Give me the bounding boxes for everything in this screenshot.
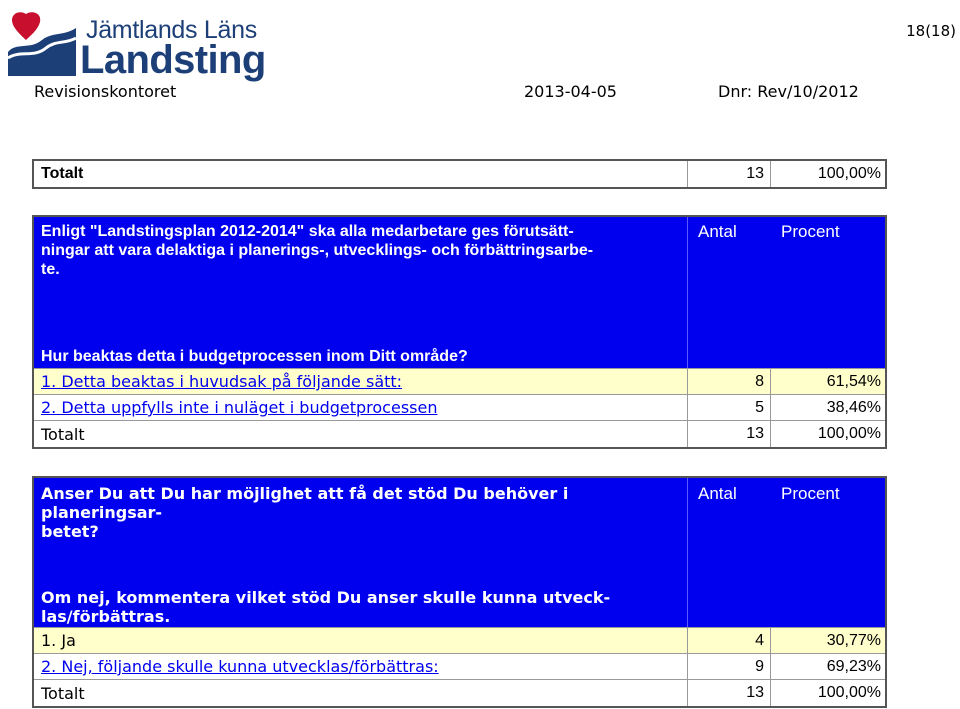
- total-percent: 100,00%: [817, 684, 881, 701]
- document-date: 2013-04-05: [524, 82, 617, 101]
- total-label: Totalt: [41, 683, 85, 703]
- table-row: [34, 395, 885, 421]
- table-previous-total: [32, 159, 887, 189]
- total-label: Totalt: [41, 424, 85, 444]
- document-dnr: Dnr: Rev/10/2012: [718, 82, 859, 101]
- logo-text-line2: Landsting: [80, 38, 266, 82]
- total-count: 13: [746, 425, 764, 442]
- total-row: [34, 161, 885, 187]
- table-planning-participation: [32, 215, 887, 449]
- column-header-percent: Procent: [781, 222, 840, 241]
- office-name: Revisionskontoret: [34, 82, 177, 101]
- total-count: 13: [746, 684, 764, 701]
- row-percent: 38,46%: [826, 398, 881, 416]
- total-row: [34, 680, 885, 706]
- row-count: 8: [755, 372, 764, 390]
- row-label[interactable]: 2. Nej, följande skulle kunna utvecklas/förbättras:: [41, 657, 439, 676]
- subquestion-text: Om nej, kommentera vilket stöd Du anser skulle kunna utveck- las/förbättras.: [41, 588, 611, 626]
- table-row: [34, 654, 885, 680]
- question-header-row: [34, 217, 885, 369]
- total-row: [34, 421, 885, 447]
- question-text: Enligt "Landstingsplan 2012-2014" ska alla medarbetare ges förutsätt- ningar att vara delaktiga i planerings-, utvecklings- och förbättringsarbe- te.: [41, 223, 594, 278]
- page-number: 18(18): [906, 22, 956, 40]
- logo-text-line1: Jämtlands Läns: [86, 16, 257, 44]
- row-count: 5: [755, 398, 764, 416]
- row-percent: 30,77%: [826, 631, 881, 649]
- row-count: 9: [755, 657, 764, 675]
- logo: [6, 6, 266, 82]
- total-count: 13: [746, 165, 764, 182]
- total-percent: 100,00%: [817, 165, 881, 182]
- question-header-row: [34, 478, 885, 628]
- table-row: [34, 628, 885, 654]
- column-header-count: Antal: [698, 484, 737, 503]
- table-planning-support: [32, 476, 887, 708]
- row-percent: 61,54%: [826, 372, 881, 390]
- total-percent: 100,00%: [817, 425, 881, 442]
- question-text: Anser Du att Du har möjlighet att få det stöd Du behöver i planeringsar- betet?: [41, 484, 569, 541]
- row-percent: 69,23%: [826, 657, 881, 675]
- total-label: Totalt: [41, 165, 84, 182]
- row-label[interactable]: 2. Detta uppfylls inte i nuläget i budgetprocessen: [41, 398, 438, 417]
- row-count: 4: [755, 631, 764, 649]
- column-header-percent: Procent: [781, 484, 840, 503]
- table-row: [34, 369, 885, 395]
- row-label[interactable]: 1. Detta beaktas i huvudsak på följande sätt:: [41, 372, 403, 391]
- subquestion-text: Hur beaktas detta i budgetprocessen inom Ditt område?: [41, 348, 468, 365]
- landsting-heart-icon: [6, 10, 78, 76]
- column-header-count: Antal: [698, 222, 737, 241]
- row-label: 1. Ja: [41, 631, 76, 650]
